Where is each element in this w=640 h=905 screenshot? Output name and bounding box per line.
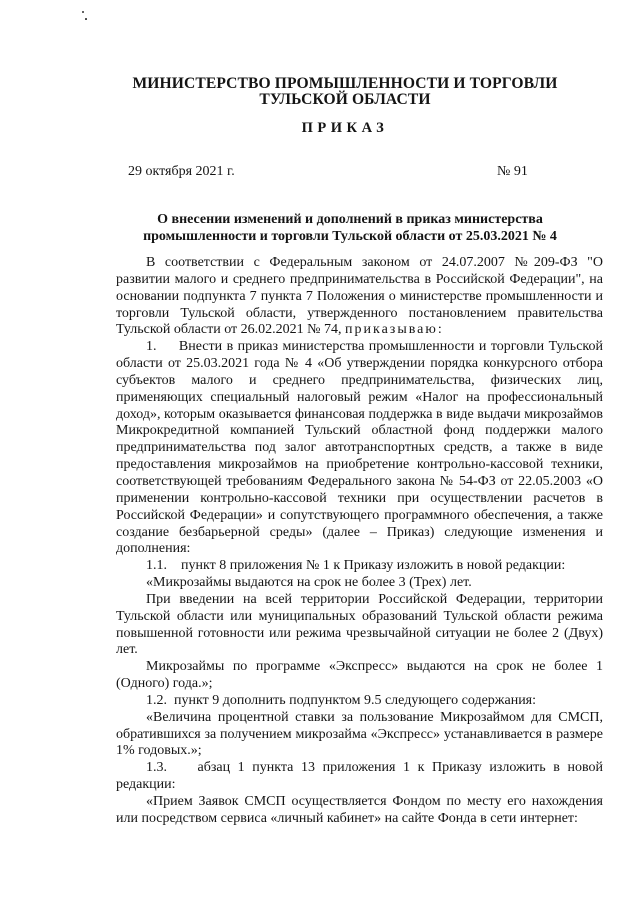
order-subject-line1: О внесении изменений и дополнений в приказ министерства (157, 212, 543, 227)
clause-1-1-quote-3: Микрозаймы по программе «Экспресс» выдаются на срок не более 1 (Одного) года.»; (116, 659, 603, 692)
clause-1-3-quote: «Прием Заявок СМСП осуществляется Фондом по месту его нахождения или посредством сервиса «личный кабинет» на сайте Фонда в сети интернет: (116, 794, 603, 826)
clause-1-1: 1.1. пункт 8 приложения № 1 к Приказу изложить в новой редакции: (146, 558, 566, 574)
order-body (116, 255, 603, 828)
preamble-paragraph (116, 255, 603, 339)
scan-speck (82, 11, 84, 13)
order-date: 29 октября 2021 г. (128, 164, 235, 179)
ministry-title-line1: МИНИСТЕРСТВО ПРОМЫШЛЕННОСТИ И ТОРГОВЛИ (132, 75, 558, 92)
clause-1-3: 1.3. абзац 1 пункта 13 приложения 1 к Приказу изложить в новой редакции: (116, 760, 603, 793)
order-subject (100, 211, 600, 245)
document-type: ПРИКАЗ (301, 120, 389, 136)
clause-1-1-quote-2: При введении на всей территории Российской Федерации, территории Тульской области или муниципальных образований Тульской области режима повышенной готовности или режима чрезвычайной ситуации не более 2 (Двух) лет. (116, 591, 603, 658)
order-keyword: приказываю: (345, 322, 444, 338)
clause-1-2: 1.2. пункт 9 дополнить подпунктом 9.5 следующего содержания: (146, 692, 537, 708)
clause-1-2-quote: «Величина процентной ставки за пользование Микрозаймом для СМСП, обратившихся за получением микрозайма «Экспресс» устанавливается в размере 1% годовых.»; (116, 709, 603, 759)
order-subject-line2: промышленности и торговли Тульской области от 25.03.2021 № 4 (143, 229, 557, 244)
clause-1-1-quote-1: «Микрозаймы выдаются на срок не более 3 (Трех) лет. (146, 575, 472, 591)
order-number: № 91 (497, 164, 528, 179)
ministry-title-line2: ТУЛЬСКОЙ ОБЛАСТИ (259, 91, 431, 108)
ministry-title (90, 76, 600, 108)
preamble-text: В соответствии с Федеральным законом от 24.07.2007 №209-ФЗ "О развитии малого и среднего предпринимательства в Российской Федерации", на основании подпункта 7 пункта 7 Положения о министерстве промышленности и торговли Тульской области, утвержденного постановлением правительства Тульской области от 26.02.2021 № 74, (116, 255, 603, 338)
scan-speck (85, 18, 87, 20)
clause-1: 1. Внести в приказ министерства промышленности и торговли Тульской области от 25.03.2021 года № 4 «Об утверждении порядка конкурсного отбора субъектов малого и среднего предпринимательства, физических лиц, применяющих специальный налоговый режим «Налог на профессиональный доход», которым оказывается финансовая поддержка в виде выдачи микрозаймов Микрокредитной компанией Тульский областной фонд поддержки малого предпринимательства под залог автотранспортных средств, а также в виде предоставления микрозаймов на приобретение контрольно-кассовой техники, соответствующей требованиям Федерального закона № 54-ФЗ от 22.05.2003 «О применении контрольно-кассовой техники при осуществлении расчетов в Российской Федерации» и сопутствующего программного обеспечения, а также создание безбарьерной среды» (далее – Приказ) следующие изменения и дополнения: (116, 339, 603, 557)
